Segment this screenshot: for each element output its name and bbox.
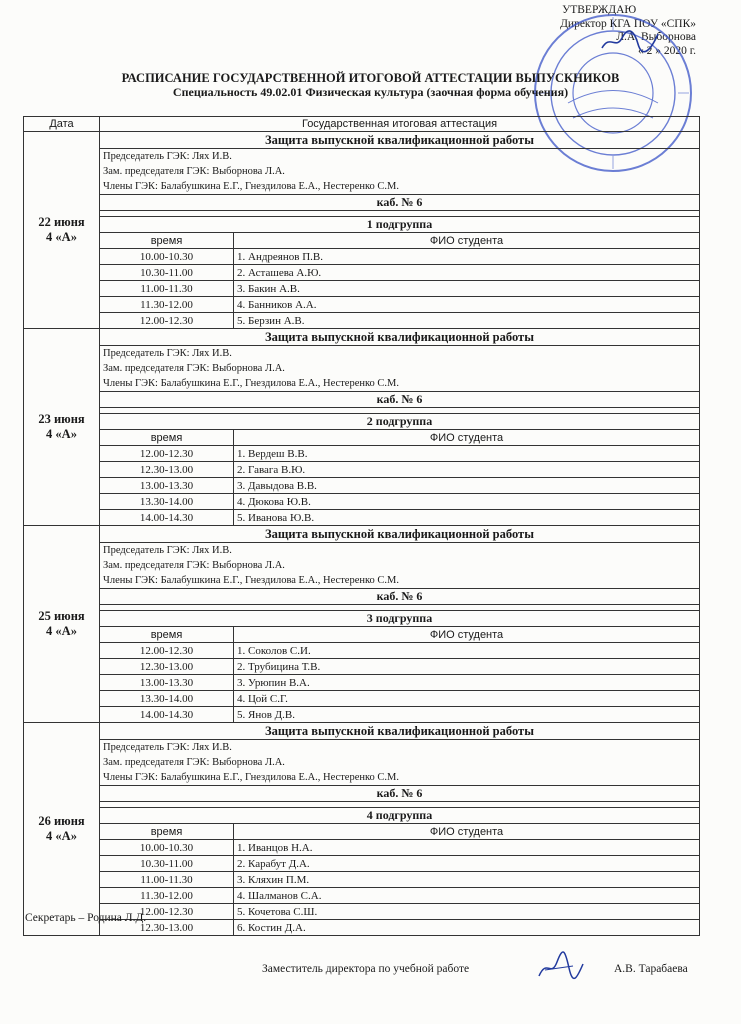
column-header-student: ФИО студента [234, 824, 700, 840]
commission-members: Члены ГЭК: Балабушкина Е.Г., Гнездилова Е.А., Нестеренко С.М. [103, 575, 400, 586]
table-row [24, 446, 700, 462]
commission-members: Члены ГЭК: Балабушкина Е.Г., Гнездилова Е.А., Нестеренко С.М. [103, 772, 400, 783]
subgroup-row [24, 414, 700, 430]
time-cell: 10.30-11.00 [100, 856, 234, 872]
column-header-time: время [100, 824, 234, 840]
deputy-name: А.В. Тарабаева [614, 963, 688, 975]
subgroup-row [24, 217, 700, 233]
table-row [24, 707, 700, 723]
group-code: 4 «А» [46, 624, 77, 638]
group-code: 4 «А» [46, 829, 77, 843]
time-cell: 10.00-10.30 [100, 249, 234, 265]
table-row [24, 856, 700, 872]
time-cell: 10.30-11.00 [100, 265, 234, 281]
date-cell [24, 723, 100, 936]
commission-row [24, 740, 700, 786]
date-cell [24, 132, 100, 329]
room-row [24, 392, 700, 408]
student-cell: 3. Давыдова В.В. [234, 478, 700, 494]
room-row [24, 195, 700, 211]
date-label: 22 июня [38, 215, 85, 229]
time-cell: 10.00-10.30 [100, 840, 234, 856]
room-label: каб. № 6 [100, 589, 700, 605]
commission-cell [100, 740, 700, 786]
commission-cell [100, 543, 700, 589]
column-header-time: время [100, 233, 234, 249]
block-title-row [24, 723, 700, 740]
commission-cell [100, 346, 700, 392]
deputy-signature-icon [535, 948, 585, 983]
student-cell: 2. Трубицина Т.В. [234, 659, 700, 675]
date-cell [24, 526, 100, 723]
time-cell: 13.30-14.00 [100, 691, 234, 707]
room-row [24, 786, 700, 802]
column-header-date: Дата [24, 117, 100, 132]
column-header-time: время [100, 430, 234, 446]
commission-members: Члены ГЭК: Балабушкина Е.Г., Гнездилова Е.А., Нестеренко С.М. [103, 378, 400, 389]
time-cell: 11.00-11.30 [100, 281, 234, 297]
subtable-header-row [24, 824, 700, 840]
approval-signer: Л.А. Выборнова [616, 31, 696, 43]
block-title: Защита выпускной квалификационной работы [100, 723, 700, 740]
table-row [24, 494, 700, 510]
commission-vice-chair: Зам. председателя ГЭК: Выборнова Л.А. [103, 363, 285, 374]
subtable-header-row [24, 627, 700, 643]
student-cell: 3. Бакин А.В. [234, 281, 700, 297]
commission-vice-chair: Зам. председателя ГЭК: Выборнова Л.А. [103, 560, 285, 571]
commission-vice-chair: Зам. председателя ГЭК: Выборнова Л.А. [103, 757, 285, 768]
time-cell: 12.00-12.30 [100, 643, 234, 659]
time-cell: 12.00-12.30 [100, 446, 234, 462]
student-cell: 1. Андреянов П.В. [234, 249, 700, 265]
approval-position: Директор КГА ПОУ «СПК» [560, 17, 696, 30]
student-cell: 5. Янов Д.В. [234, 707, 700, 723]
table-row [24, 510, 700, 526]
student-cell: 4. Цой С.Г. [234, 691, 700, 707]
student-cell: 1. Вердеш В.В. [234, 446, 700, 462]
time-cell: 12.30-13.00 [100, 462, 234, 478]
table-row [24, 462, 700, 478]
table-row [24, 478, 700, 494]
time-cell: 11.30-12.00 [100, 888, 234, 904]
block-title-row [24, 329, 700, 346]
block-title-row [24, 132, 700, 149]
approval-block [560, 4, 696, 58]
student-cell: 1. Соколов С.И. [234, 643, 700, 659]
block-title: Защита выпускной квалификационной работы [100, 132, 700, 149]
secretary-line: Секретарь – Родина Л.Д. [25, 912, 147, 924]
time-cell: 12.00-12.30 [100, 904, 234, 920]
student-cell: 1. Иванцов Н.А. [234, 840, 700, 856]
table-row [24, 313, 700, 329]
time-cell: 13.00-13.30 [100, 478, 234, 494]
schedule-table [23, 116, 700, 936]
column-header-attestation: Государственная итоговая аттестация [100, 117, 700, 132]
table-row [24, 675, 700, 691]
commission-chair: Председатель ГЭК: Лях И.В. [103, 151, 232, 162]
column-header-student: ФИО студента [234, 627, 700, 643]
subtable-header-row [24, 233, 700, 249]
commission-row [24, 149, 700, 195]
subgroup-row [24, 808, 700, 824]
room-label: каб. № 6 [100, 195, 700, 211]
table-row [24, 840, 700, 856]
block-title: Защита выпускной квалификационной работы [100, 329, 700, 346]
student-cell: 4. Дюкова Ю.В. [234, 494, 700, 510]
table-row [24, 691, 700, 707]
commission-chair: Председатель ГЭК: Лях И.В. [103, 545, 232, 556]
block-title: Защита выпускной квалификационной работы [100, 526, 700, 543]
table-row [24, 872, 700, 888]
time-cell: 12.00-12.30 [100, 313, 234, 329]
student-cell: 3. Кляхин П.М. [234, 872, 700, 888]
commission-row [24, 346, 700, 392]
date-label: 23 июня [38, 412, 85, 426]
student-cell: 5. Кочетова С.Ш. [234, 904, 700, 920]
commission-row [24, 543, 700, 589]
student-cell: 4. Шалманов С.А. [234, 888, 700, 904]
table-row [24, 249, 700, 265]
table-header-row [24, 117, 700, 132]
commission-chair: Председатель ГЭК: Лях И.В. [103, 348, 232, 359]
table-row [24, 659, 700, 675]
student-cell: 3. Урюпин В.А. [234, 675, 700, 691]
block-title-row [24, 526, 700, 543]
commission-vice-chair: Зам. председателя ГЭК: Выборнова Л.А. [103, 166, 285, 177]
deputy-title: Заместитель директора по учебной работе [262, 963, 470, 975]
time-cell: 12.30-13.00 [100, 920, 234, 936]
document-heading [0, 71, 741, 99]
student-cell: 5. Иванова Ю.В. [234, 510, 700, 526]
student-cell: 5. Берзин А.В. [234, 313, 700, 329]
approval-heading: УТВЕРЖДАЮ [562, 4, 637, 16]
subgroup-label: 4 подгруппа [100, 808, 700, 824]
student-cell: 2. Карабут Д.А. [234, 856, 700, 872]
time-cell: 14.00-14.30 [100, 510, 234, 526]
time-cell: 14.00-14.30 [100, 707, 234, 723]
column-header-time: время [100, 627, 234, 643]
table-row [24, 643, 700, 659]
time-cell: 13.30-14.00 [100, 494, 234, 510]
subgroup-label: 2 подгруппа [100, 414, 700, 430]
student-cell: 2. Гавага В.Ю. [234, 462, 700, 478]
column-header-student: ФИО студента [234, 430, 700, 446]
time-cell: 11.30-12.00 [100, 297, 234, 313]
room-label: каб. № 6 [100, 392, 700, 408]
student-cell: 2. Асташева А.Ю. [234, 265, 700, 281]
commission-cell [100, 149, 700, 195]
commission-chair: Председатель ГЭК: Лях И.В. [103, 742, 232, 753]
student-cell: 6. Костин Д.А. [234, 920, 700, 936]
subgroup-label: 3 подгруппа [100, 611, 700, 627]
table-row [24, 888, 700, 904]
subgroup-label: 1 подгруппа [100, 217, 700, 233]
date-cell [24, 329, 100, 526]
table-row [24, 281, 700, 297]
room-label: каб. № 6 [100, 786, 700, 802]
page-subtitle: Специальность 49.02.01 Физическая культура (заочная форма обучения) [172, 85, 569, 99]
room-row [24, 589, 700, 605]
subgroup-row [24, 611, 700, 627]
page-title: РАСПИСАНИЕ ГОСУДАРСТВЕННОЙ ИТОГОВОЙ АТТЕСТАЦИИ ВЫПУСКНИКОВ [121, 71, 620, 85]
time-cell: 13.00-13.30 [100, 675, 234, 691]
time-cell: 12.30-13.00 [100, 659, 234, 675]
date-label: 26 июня [38, 814, 85, 828]
subtable-header-row [24, 430, 700, 446]
column-header-student: ФИО студента [234, 233, 700, 249]
group-code: 4 «А» [46, 427, 77, 441]
student-cell: 4. Банников А.А. [234, 297, 700, 313]
group-code: 4 «А» [46, 230, 77, 244]
approval-date: « 2 » 2020 г. [637, 44, 696, 57]
commission-members: Члены ГЭК: Балабушкина Е.Г., Гнездилова Е.А., Нестеренко С.М. [103, 181, 400, 192]
time-cell: 11.00-11.30 [100, 872, 234, 888]
date-label: 25 июня [38, 609, 85, 623]
table-row [24, 265, 700, 281]
table-row [24, 297, 700, 313]
